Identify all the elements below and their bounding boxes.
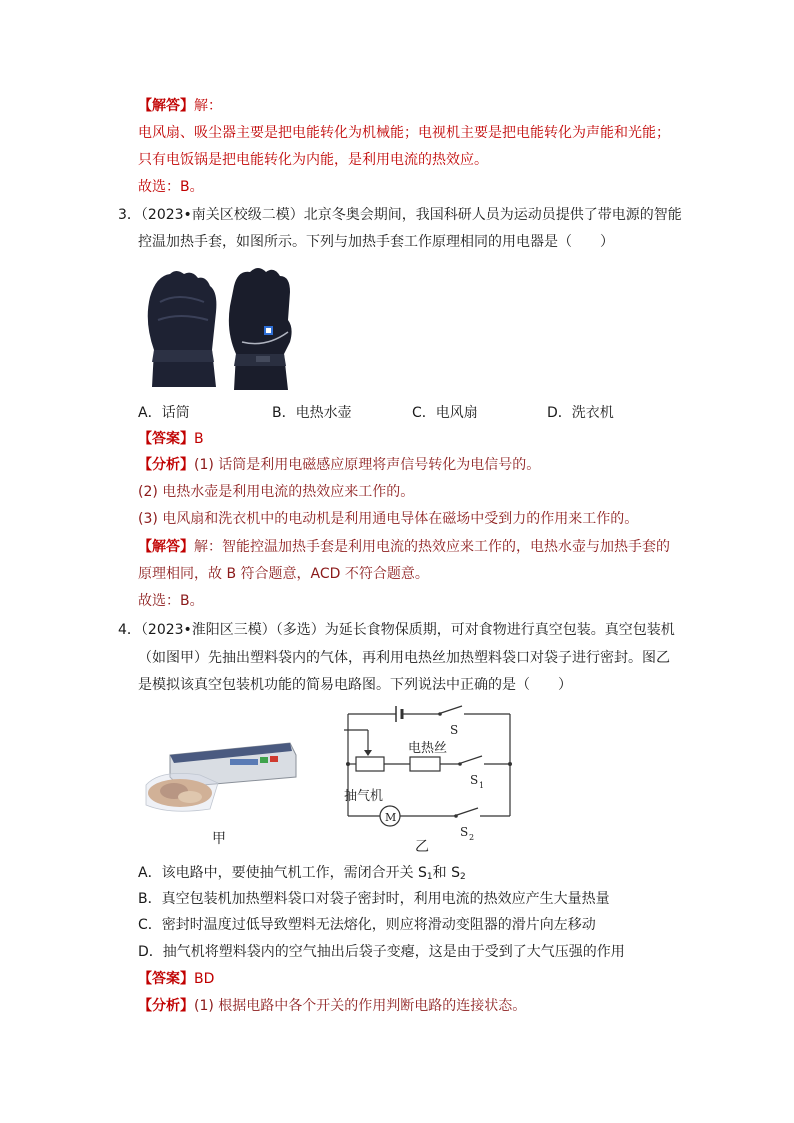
q4-option-b: B．真空包装机加热塑料袋口对袋子密封时，利用电流的热效应产生大量热量 (138, 891, 610, 907)
q3-fenxi-line-2: (2) 电热水壶是利用电流的热效应来工作的。 (138, 484, 415, 500)
jieda-text: 解：智能控温加热手套是利用电流的热效应来工作的，电热水壶与加热手套的 (194, 539, 670, 555)
heater-label: 电热丝 (408, 741, 448, 756)
q3-option-c: C．电风扇 (412, 405, 478, 421)
q2-jieda-line (138, 95, 222, 117)
switch-s2-subscript: 2 (469, 833, 475, 842)
q4-option-d: D．抽气机将塑料袋内的空气抽出后袋子变瘪，这是由于受到了大气压强的作用 (138, 944, 625, 960)
q2-guxuan: 故选：B。 (138, 179, 204, 195)
q2-answer-line-1: 电风扇、吸尘器主要是把电能转化为机械能；电视机主要是把电能转化为声能和光能； (138, 125, 670, 141)
fenxi-text: (1) 根据电路中各个开关的作用判断电路的连接状态。 (194, 998, 527, 1014)
q3-stem-line-2: 控温加热手套，如图所示。下列与加热手套工作原理相同的用电器是（ ） (138, 234, 614, 250)
fenxi-tag: 【分析】 (138, 457, 194, 473)
q4-fenxi-line-1 (138, 995, 526, 1017)
q3-option-d: D．洗衣机 (547, 405, 614, 421)
q3-fenxi-line-1 (138, 454, 540, 476)
fenxi-tag: 【分析】 (138, 998, 194, 1014)
option-a-text-mid: 和 S (432, 865, 460, 881)
option-a-sub-2: 2 (460, 872, 466, 882)
fenxi-text: (1) 话筒是利用电磁感应原理将声信号转化为电信号的。 (194, 457, 541, 473)
daan-tag: 【答案】 (138, 431, 194, 447)
q4-option-c: C．密封时温度过低导致塑料无法熔化，则应将滑动变阻器的滑片向左移动 (138, 917, 596, 933)
q3-guxuan: 故选：B。 (138, 593, 204, 609)
figure-jia-caption: 甲 (212, 831, 226, 847)
jieda-tag: 【解答】 (138, 98, 194, 114)
circuit-diagram (330, 700, 530, 850)
q4-stem-line-1: 4．（2023•淮阳区三模）（多选）为延长食物保质期，可对食物进行真空包装。真空包装机 (118, 622, 675, 638)
q4-stem-line-2: （如图甲）先抽出塑料袋内的气体，再利用电热丝加热塑料袋口对袋子进行密封。图乙 (138, 650, 670, 666)
gloves-image (138, 262, 298, 392)
q3-option-b: B．电热水壶 (272, 405, 352, 421)
q3-fenxi-line-3: (3) 电风扇和洗衣机中的电动机是利用通电导体在磁场中受到力的作用来工作的。 (138, 511, 639, 527)
q4-answer (138, 968, 214, 990)
q3-jieda-line-2: 原理相同，故 B 符合题意，ACD 不符合题意。 (138, 566, 429, 582)
option-a-text: A．该电路中，要使抽气机工作，需闭合开关 S (138, 865, 427, 881)
switch-s1-label: S (470, 773, 479, 787)
pump-label: 抽气机 (344, 789, 384, 804)
jieda-prefix: 解： (194, 98, 222, 114)
q4-stem-line-3: 是模拟该真空包装机功能的简易电路图。下列说法中正确的是（ ） (138, 677, 572, 693)
switch-s1-subscript: 1 (479, 781, 485, 790)
q2-answer-line-2: 只有电饭锅是把电能转化为内能，是利用电流的热效应。 (138, 152, 488, 168)
vacuum-sealer-image (140, 725, 300, 815)
option-a-sub-1: 1 (426, 872, 433, 882)
q3-jieda-line-1 (138, 536, 670, 558)
q3-option-a: A．话筒 (138, 405, 190, 421)
daan-tag: 【答案】 (138, 971, 194, 987)
figure-yi-caption: 乙 (415, 839, 429, 855)
q4-option-a (138, 862, 466, 888)
daan-value: BD (194, 971, 215, 987)
q3-stem-line-1: 3．（2023•南关区校级二模）北京冬奥会期间，我国科研人员为运动员提供了带电源的智能 (118, 207, 682, 223)
motor-label: M (385, 811, 397, 824)
daan-value: B (194, 431, 204, 447)
jieda-tag: 【解答】 (138, 539, 194, 555)
switch-s2-label: S (460, 825, 469, 839)
q3-answer (138, 428, 204, 450)
switch-s-label: S (450, 723, 459, 737)
